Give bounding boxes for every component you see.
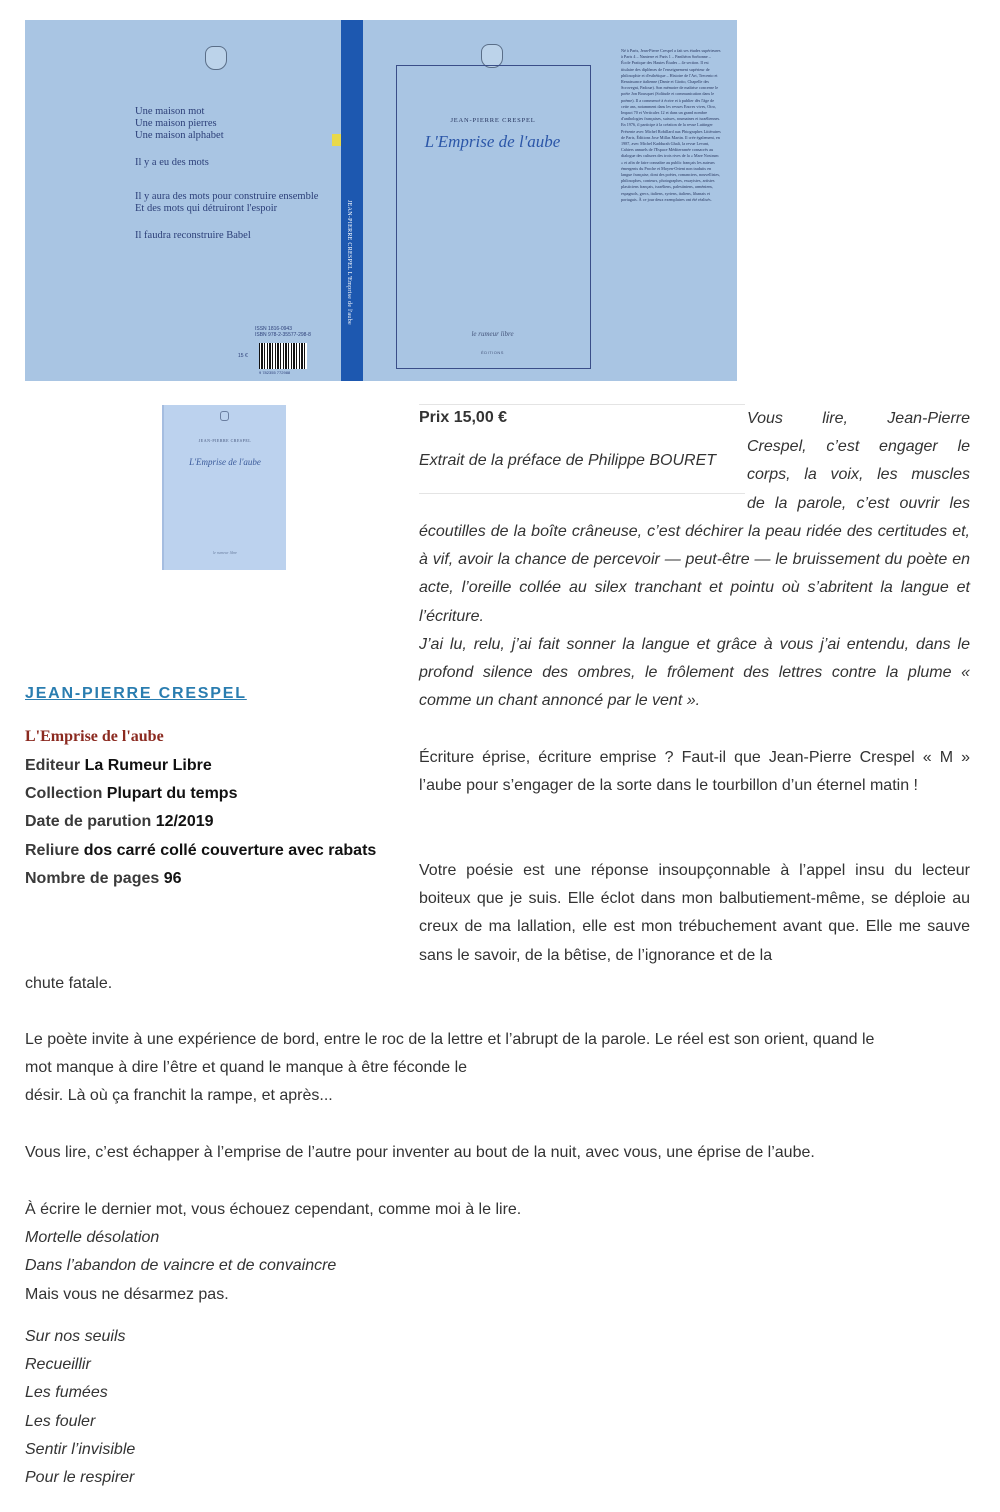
publisher-crest-icon	[205, 46, 227, 70]
issn-text: ISSN 1816-0943	[255, 326, 292, 332]
thumbnail-publisher: le rumeur libre	[212, 550, 238, 555]
text-line: corps, la voix, les muscles	[747, 466, 970, 484]
meta-row-reliure	[25, 837, 376, 865]
poete-paragraph	[25, 1026, 975, 1111]
meta-value: 96	[163, 869, 182, 887]
preface-paragraph-4: Votre poésie est une réponse insoupçonnable à l’appel insu du lecteur boiteux que je suis. Elle éclot dans mon balbutiement-même, se déploie au creux de ma lallation, elle est mon trébuchement avant que. Elle me sauve sans le savoir, de la bêtise, de l’ignorance et de la	[419, 862, 970, 964]
thumbnail-author: JEAN-PIERRE CRESPEL	[198, 438, 252, 443]
front-cover-publisher: le rumeur libre	[471, 330, 514, 338]
meta-key: Date de parution	[25, 813, 152, 831]
poem-line: Les fumées	[25, 1384, 108, 1402]
poem-line: Les fouler	[25, 1412, 96, 1430]
text-line: Dans l’abandon de vaincre et de convaincre	[25, 1257, 337, 1275]
poem-line: Recueillir	[25, 1356, 91, 1374]
book-spine	[341, 20, 363, 381]
poem-line: Sentir l’invisible	[25, 1440, 136, 1458]
flap-biography: Né à Paris, Jean-Pierre Crespel a fait ses études supérieures à Paris 4 – Nanterre et Paris 1 – Panthéon Sorbonne – École Pratique des Hautes Études – 4e section. Il est titulaire des diplômes de l'enseignement supérieur de philosophie et d'esthétique – Histoire de l'Art, Trecento et Renaissance italienne (Dante et Giotto, Chapelle des Scrovegni, Padoue). Son mémoire de maîtrise concerne le poète Jon Bousquet (Solitude et communication dans le poème). Il a commencé à écrire et à publier dès l'âge de cette ans, notamment dans les revues Encres vives, Oiro, Impact 70 et Verticales 12 et dans un grand nombre d'anthologies françaises, suisses, roumaines et israéliennes. En 1976, il participe à la création de la revue Luttinger Présente avec Michel Robillard aux Phtographes Littéraires de Paris, Éditions Jose Millas Martin. Il crée également, en 1987, avec Michel Kaddurah Ghali, la revue Levant, Cahiers annuels de l'Espace Méditerranée consacrés au dialogue des cultures des trois rives de la « Mare Nostrum » et afin de faire connaître au public français les auteurs émergents du Proche et Moyen-Orient non traduits en langue française, dont des poètes, romanciers, nouvellistes, philosophes, conteurs, photographes, essayistes, artistes plasticiens français, israéliens, palestiniens, arméniens, espagnols, grecs, italiens, syriens, italiens, libanais et portugais. À ce jour deux exemplaires ont été réalisés.	[621, 48, 721, 202]
barcode-digits: 9 782355 772988	[259, 370, 291, 375]
back-line: Une maison mot	[135, 106, 205, 117]
text-line: À écrire le dernier mot, vous échouez cependant, comme moi à le lire.	[25, 1201, 522, 1218]
back-line: Il faudra reconstruire Babel	[135, 230, 251, 241]
book-metadata	[25, 752, 376, 893]
front-cover-author: JEAN-PIERRE CRESPEL	[450, 117, 536, 124]
preface-paragraph-2: J’ai lu, relu, j’ai fait sonner la langue et grâce à vous j’ai entendu, dans le profond silence des ombres, le frôlement des lettres contre la plume « comme un chant annoncé par le vent ».	[419, 636, 970, 710]
meta-row-editeur	[25, 752, 376, 780]
text-line: Mais vous ne désarmez pas.	[25, 1285, 229, 1303]
front-cover-title: L'Emprise de l'aube	[424, 132, 561, 151]
meta-value: dos carré collé couverture avec rabats	[83, 841, 377, 859]
isbn-block	[255, 326, 311, 338]
front-cover-frame	[396, 65, 591, 369]
back-price: 15 €	[238, 353, 248, 359]
text-line: de la parole, c’est ouvrir les	[747, 494, 970, 512]
text-line: désir. Là où ça franchit la rampe, et après...	[25, 1087, 333, 1105]
text-chute: chute fatale.	[25, 975, 113, 992]
back-line: Et des mots qui détruiront l'espoir	[135, 203, 278, 214]
back-line: Une maison alphabet	[135, 130, 224, 141]
meta-key: Editeur	[25, 757, 81, 774]
meta-row-collection	[25, 780, 376, 808]
back-line: Il y a eu des mots	[135, 157, 209, 168]
text-line: Vous lire, Jean-Pierre	[747, 410, 970, 427]
text-line: Crespel, c’est engager le	[747, 438, 970, 456]
isbn-text: ISBN 978-2-35577-298-8	[255, 332, 311, 338]
poem-stanza	[25, 1323, 135, 1492]
meta-row-pages	[25, 865, 376, 893]
text-line: mot manque à dire l’être et quand le manque à être féconde le	[25, 1059, 468, 1077]
book-cover-spread-image	[25, 20, 737, 381]
meta-row-date	[25, 808, 376, 836]
back-line: Il y aura des mots pour construire ensemble	[135, 191, 319, 202]
ecrire-paragraph	[25, 1196, 521, 1309]
thumbnail-crest-icon	[220, 411, 229, 421]
price-box	[419, 404, 745, 494]
text-line: Le poète invite à une expérience de bord, entre le roc de la lettre et l’abrupt de la parole. Le réel est son orient, quand le	[25, 1031, 875, 1048]
preface-extract-label: Extrait de la préface de Philippe BOURET	[419, 452, 717, 469]
spine-text: JEAN-PIERRE CRESPEL L'Emprise de l'aube	[346, 200, 352, 325]
preface-paragraph-start	[747, 405, 970, 518]
front-cover-editions: ÉDITIONS	[481, 350, 504, 355]
barcode-icon	[259, 343, 307, 369]
meta-value: Plupart du temps	[106, 785, 238, 803]
text-line: Mortelle désolation	[25, 1229, 160, 1247]
back-cover-poem	[135, 106, 355, 257]
thumbnail-title: L'Emprise de l'aube	[189, 457, 261, 467]
vous-lire-paragraph: Vous lire, c’est échapper à l’emprise de l’autre pour inventer au bout de la nuit, avec vous, une éprise de l’aube.	[25, 1144, 815, 1161]
meta-key: Nombre de pages	[25, 869, 160, 887]
preface-paragraph-1: écoutilles de la boîte crâneuse, c’est déchirer la peau ridée des certitudes et, à vif, avoir la chance de percevoir — peut-être — le bruissement du poète en acte, l’oreille collée au silex tranchant et pointu où s’abritent la langue et l’écriture.	[419, 523, 970, 625]
preface-paragraph-3: Écriture éprise, écriture emprise ? Faut-il que Jean-Pierre Crespel « M » l’aube pour s’engager de la sorte dans le tourbillon d’un éternel matin !	[419, 749, 970, 795]
author-link[interactable]: JEAN-PIERRE CRESPEL	[25, 685, 247, 702]
meta-value: 12/2019	[155, 813, 214, 831]
book-title: L'Emprise de l'aube	[25, 728, 164, 745]
poem-line: Pour le respirer	[25, 1469, 135, 1487]
poem-line: Sur nos seuils	[25, 1328, 126, 1345]
book-thumbnail[interactable]	[162, 405, 286, 570]
back-line: Une maison pierres	[135, 118, 217, 129]
meta-key: Reliure	[25, 841, 80, 859]
price: Prix 15,00 €	[419, 409, 508, 426]
meta-value: La Rumeur Libre	[84, 757, 212, 774]
meta-key: Collection	[25, 785, 103, 803]
